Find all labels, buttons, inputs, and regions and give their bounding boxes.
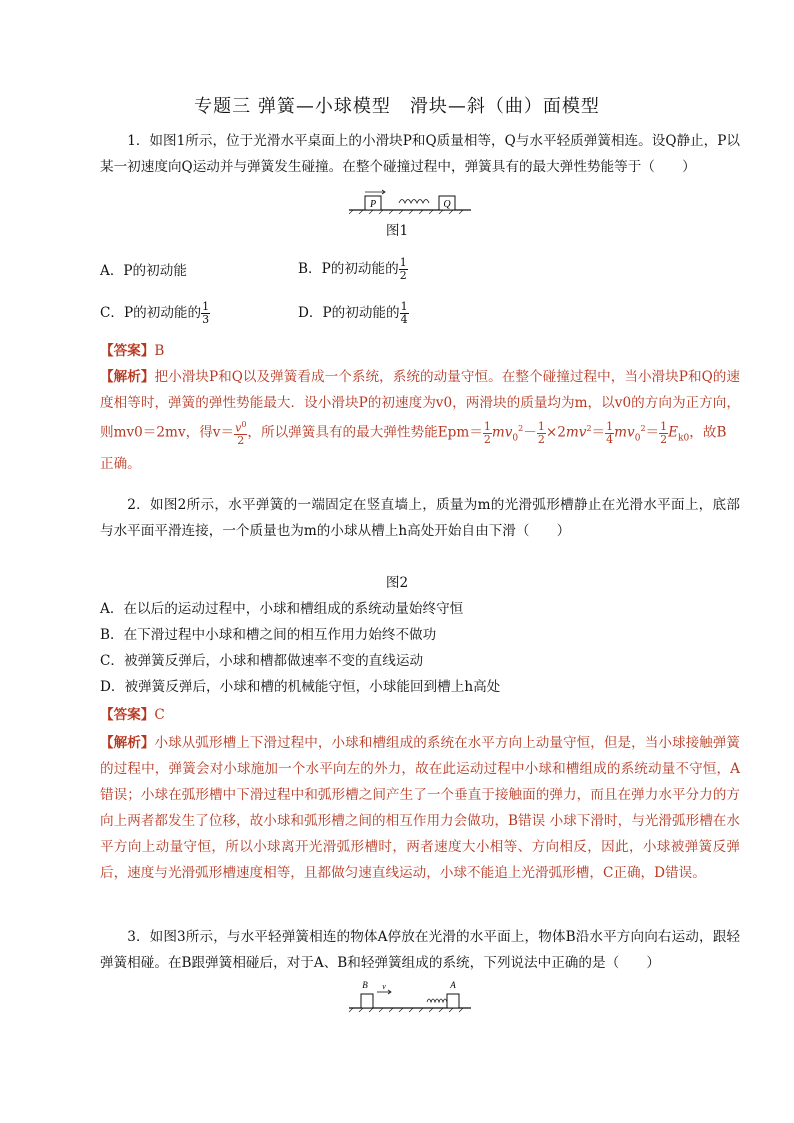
q2-option-c: C．被弹簧反弹后，小球和槽都做速率不变的直线运动 [100, 653, 424, 669]
q1-option-d [298, 300, 409, 326]
fig1-label-q: Q [443, 199, 451, 210]
q2-option-d: D．被弹簧反弹后，小球和槽的机械能守恒，小球能回到槽上h高处 [100, 679, 501, 695]
page-title: 专题三 弹簧—小球模型 滑块—斜（曲）面模型 [194, 96, 600, 117]
q2-answer: 【答案】C [100, 707, 165, 723]
figure-1 [345, 188, 475, 214]
figure-1-caption: 图1 [385, 223, 409, 239]
q2-option-a: A．在以后的运动过程中，小球和槽组成的系统动量始终守恒 [100, 601, 464, 617]
q1-answer-value: B [154, 343, 165, 359]
q1-answer: 【答案】B [100, 343, 165, 359]
q1-option-c [100, 300, 210, 326]
fig3-label-a: A [450, 980, 456, 990]
q2-analysis: 【解析】小球从弧形槽上下滑过程中，小球和槽组成的系统在水平方向上动量守恒，但是，当小球接触弹簧的过程中，弹簧会对小球施加一个水平向左的外力，故在此运动过程中小球和槽组成的系统动量不守恒，A错误；小球在弧形槽中下滑过程中和弧形槽之间产生了一个垂直于接触面的弹力，而且在弹力水平分力的方向上两者都发生了位移，故小球和弧形槽之间的相互作用力会做功，B错误 小球下滑时，与光滑弧形槽在水平方向上动量守恒，所以小球离开光滑弧形槽时，两者速度大小相等、方向相反，因此，小球被弹簧反弹后，速度与光滑弧形槽速度相等，且都做匀速直线运动，小球不能追上光滑弧形槽，C正确，D错误。 [100, 735, 741, 881]
q2-stem: 2．如图2所示，水平弹簧的一端固定在竖直墙上，质量为m的光滑弧形槽静止在光滑水平面上，底部与水平面平滑连接，一个质量也为m的小球从槽上h高处开始自由下滑（ ） [100, 497, 740, 539]
q1-option-c-fraction: $\frac{1}{3}$ [202, 300, 210, 326]
q2-answer-value: C [154, 707, 165, 723]
q2-option-b: B．在下滑过程中小球和槽之间的相互作用力始终不做功 [100, 627, 437, 643]
q3-stem: 3．如图3所示，与水平轻弹簧相连的物体A停放在光滑的水平面上，物体B沿水平方向向右运动，跟轻弹簧相碰。在B跟弹簧相碰后，对于A、B和轻弹簧组成的系统，下列说法中正确的是（ ） [100, 929, 740, 971]
q1-option-d-fraction: $\frac{1}{4}$ [400, 300, 408, 326]
figure-3 [345, 978, 475, 1014]
q1-option-b-text: B．P的初动能的 [298, 261, 399, 277]
q1-option-b [298, 256, 408, 282]
q1-analysis: 【解析】把小滑块P和Q以及弹簧看成一个系统，系统的动量守恒。在整个碰撞过程中，当小滑块P和Q的速度相等时，弹簧的弹性势能最大．设小滑块P的初速度为v0，两滑块的质量均为m，以v0的方向为正方向，则mv0＝2mv，得v＝ $\frac{v^0}{2}$ ，所以弹簧具有的最大弹性势能Epm＝ $\frac{1}{2}$ $mv_0^2-$ $\frac{1}{2}$ $\times 2mv^2=$ $\frac{1}{4}$ $mv_0^2=$ $\frac{1}{2}$ $E_{k0}$，故B 正确。 [100, 369, 740, 473]
q1-stem: 1．如图1所示，位于光滑水平桌面上的小滑块P和Q质量相等，Q与水平轻质弹簧相连。设Q静止，P以某一初速度向Q运动并与弹簧发生碰撞。在整个碰撞过程中，弹簧具有的最大弹性势能等于（ ） [100, 133, 740, 175]
q1-option-b-fraction: $\frac{1}{2}$ [399, 256, 407, 282]
q1-option-d-text: D．P的初动能的 [298, 305, 400, 321]
q1-option-c-text: C．P的初动能的 [100, 305, 202, 321]
q1-option-a: A．P的初动能 [100, 263, 187, 279]
fig1-label-p: P [369, 199, 377, 210]
figure-2-caption: 图2 [385, 575, 409, 591]
fig3-label-v: v [382, 982, 386, 991]
fig3-label-b: B [362, 980, 368, 990]
